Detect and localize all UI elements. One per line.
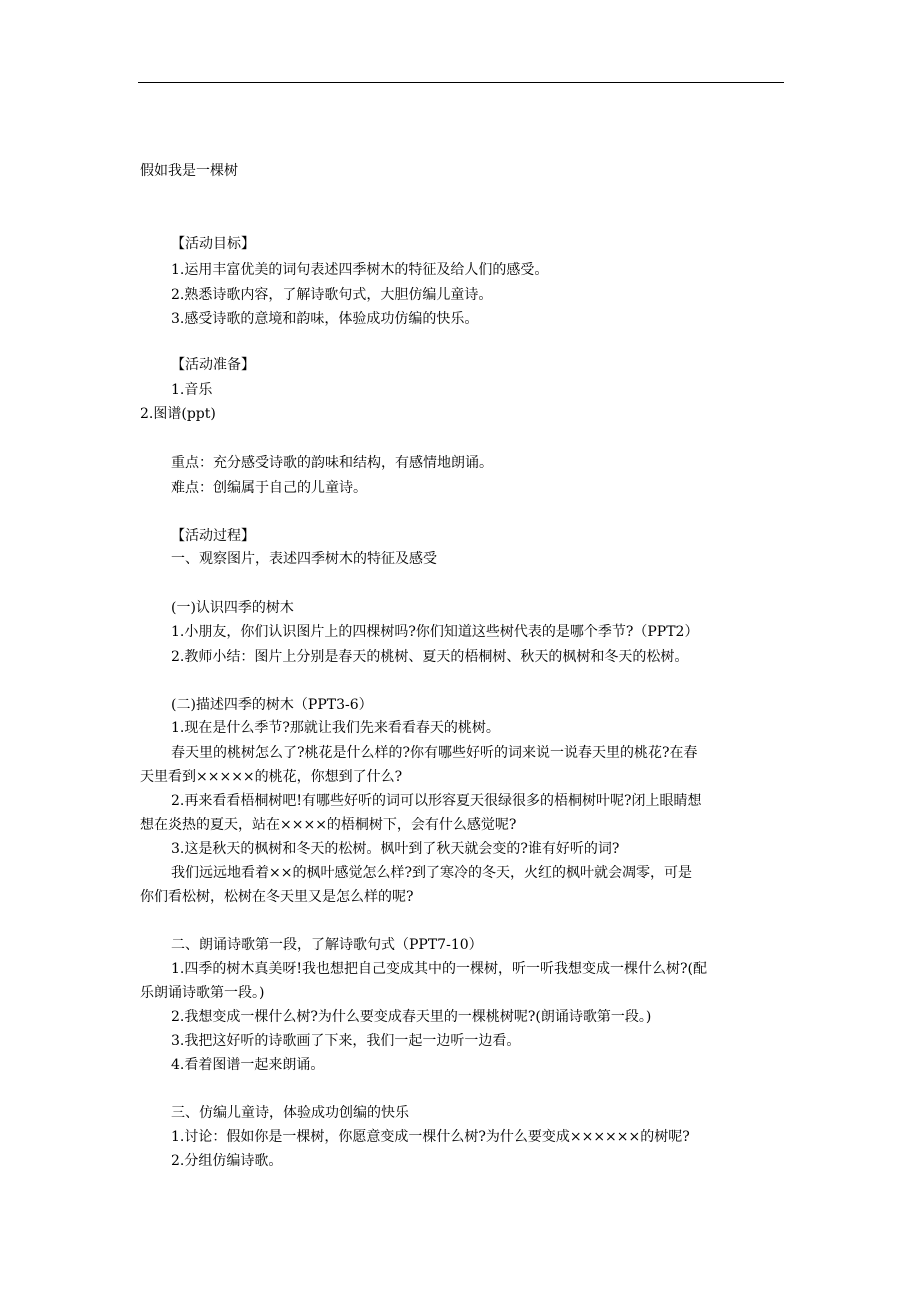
prep-item: 2.图谱(ppt) bbox=[140, 406, 216, 422]
key-point: 重点：充分感受诗歌的韵味和结构，有感情地朗诵。 bbox=[171, 455, 493, 471]
paragraph-line: 2.我想变成一棵什么树?为什么要变成春天里的一棵桃树呢?(朗诵诗歌第一段。) bbox=[171, 1009, 652, 1025]
paragraph-line: 4.看着图谱一起来朗诵。 bbox=[171, 1057, 325, 1073]
paragraph-line: 1.小朋友，你们认识图片上的四棵树吗?你们知道这些树代表的是哪个季节?（PPT2） bbox=[171, 624, 699, 640]
goal-item: 1.运用丰富优美的词句表述四季树木的特征及给人们的感受。 bbox=[171, 262, 549, 278]
prep-item: 1.音乐 bbox=[171, 382, 213, 398]
paragraph-line: 天里看到×××××的桃花，你想到了什么? bbox=[140, 769, 403, 785]
sub-heading: (一)认识四季的树木 bbox=[171, 600, 294, 616]
paragraph-line: 1.现在是什么季节?那就让我们先来看看春天的桃树。 bbox=[171, 720, 500, 736]
process-heading: 【活动过程】 bbox=[171, 528, 255, 544]
paragraph-line: 3.这是秋天的枫树和冬天的松树。枫叶到了秋天就会变的?谁有好听的词? bbox=[171, 841, 620, 857]
goals-heading: 【活动目标】 bbox=[171, 236, 255, 252]
step-heading: 二、朗诵诗歌第一段，了解诗歌句式（PPT7-10） bbox=[171, 937, 483, 953]
header-rule bbox=[138, 82, 784, 83]
difficulty: 难点：创编属于自己的儿童诗。 bbox=[171, 480, 367, 496]
paragraph-line: 你们看松树，松树在冬天里又是怎么样的呢? bbox=[140, 889, 414, 905]
paragraph-line: 3.我把这好听的诗歌画了下来，我们一起一边听一边看。 bbox=[171, 1033, 521, 1049]
paragraph-line: 1.讨论：假如你是一棵树，你愿意变成一棵什么树?为什么要变成××××××的树呢? bbox=[171, 1129, 690, 1145]
sub-heading: (二)描述四季的树木（PPT3-6） bbox=[171, 697, 373, 713]
paragraph-line: 2.分组仿编诗歌。 bbox=[171, 1153, 283, 1169]
paragraph-line: 春天里的桃树怎么了?桃花是什么样的?你有哪些好听的词来说一说春天里的桃花?在春 bbox=[171, 745, 698, 761]
step-heading: 一、观察图片，表述四季树木的特征及感受 bbox=[171, 551, 437, 567]
goal-item: 2.熟悉诗歌内容，了解诗歌句式，大胆仿编儿童诗。 bbox=[171, 287, 493, 303]
paragraph-line: 我们远远地看着××的枫叶感觉怎么样?到了寒冷的冬天，火红的枫叶就会凋零，可是 bbox=[171, 865, 692, 881]
paragraph-line: 1.四季的树木真美呀!我也想把自己变成其中的一棵树，听一听我想变成一棵什么树?(配 bbox=[171, 961, 707, 977]
paragraph-line: 乐朗诵诗歌第一段。) bbox=[140, 985, 265, 1001]
prep-heading: 【活动准备】 bbox=[171, 357, 255, 373]
step-heading: 三、仿编儿童诗，体验成功创编的快乐 bbox=[171, 1105, 409, 1121]
paragraph-line: 2.教师小结：图片上分别是春天的桃树、夏天的梧桐树、秋天的枫树和冬天的松树。 bbox=[171, 649, 689, 665]
goal-item: 3.感受诗歌的意境和韵味，体验成功仿编的快乐。 bbox=[171, 311, 479, 327]
paragraph-line: 2.再来看看梧桐树吧!有哪些好听的词可以形容夏天很绿很多的梧桐树叶呢?闭上眼睛想 bbox=[171, 793, 702, 809]
document-title: 假如我是一棵树 bbox=[140, 163, 238, 179]
paragraph-line: 想在炎热的夏天，站在××××的梧桐树下，会有什么感觉呢? bbox=[140, 817, 517, 833]
